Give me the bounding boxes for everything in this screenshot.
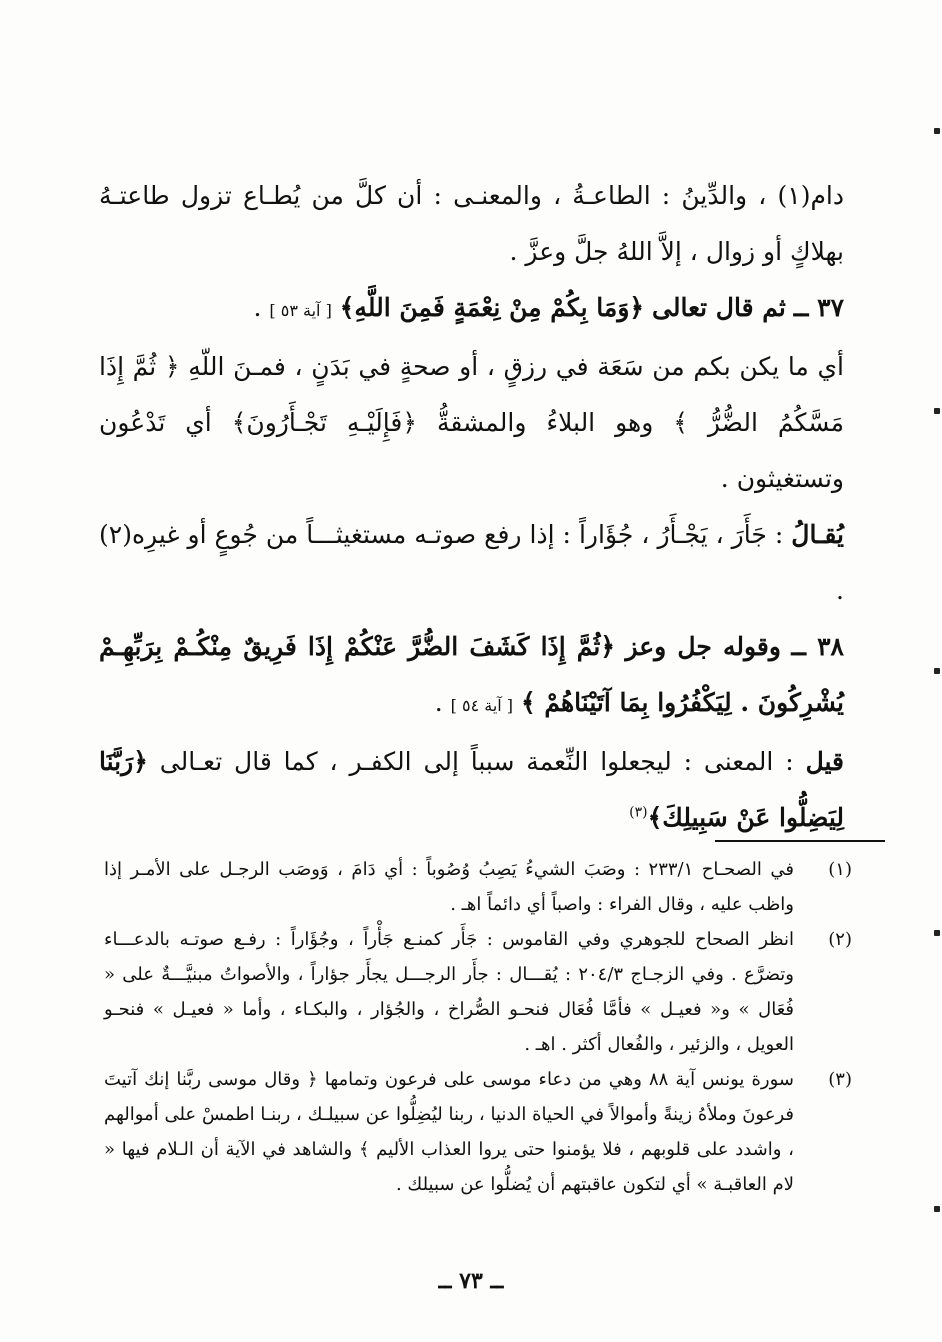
item-number: ٣٧ ــ (793, 293, 844, 322)
paragraph-continuation: دام(١) ، والدِّينُ : الطاعـةُ ، والمعنـى : أن كلَّ من يُطـاع تزول طاعتـهُ بهلاكٍ أو زوال ، إلاَّ اللهُ جلَّ وعزَّ . (99, 181, 844, 266)
scan-edge-mark (934, 128, 940, 134)
footnote-2 (104, 922, 852, 1062)
footnote-3 (104, 1062, 852, 1202)
commentary-38 (99, 734, 844, 846)
footnote-marker: (٣) (629, 804, 648, 821)
main-text (99, 168, 844, 846)
scan-edge-mark (934, 408, 940, 414)
verse-reference: [ آية ٥٣ ] (269, 301, 332, 320)
commentary-lead: قيل (805, 747, 844, 776)
scan-edge-mark (934, 930, 940, 936)
item-lead: ثم قال تعالى (652, 293, 786, 322)
footnote-number: (٣) (828, 1069, 852, 1090)
item-end: . (434, 688, 443, 717)
commentary-37b (99, 507, 844, 619)
quran-quote: ﴿ثُمَّ إِذَا كَشَفَ الضُّرَّ عَنْكُمْ إِذَا فَرِيقٌ مِنْكُـمْ بِرَبِّهِـمْ يُشْرِكُونَ . لِيَكْفُرُوا بِمَا آتَيْنَاهُمْ ﴾ (99, 632, 844, 717)
quran-quote: ﴿رَبَّنَا لِيَضِلُّوا عَنْ سَبِيلِكَ﴾ (99, 747, 844, 832)
commentary-37a: أي ما يكن بكم من سَعَة في رزقٍ ، أو صحةٍ في بَدَنٍ ، فمـنَ اللّهِ ﴿ ثُمَّ إِذَا مَسَّكُمُ الضُّرُّ ﴾ وهو البلاءُ والمشقةُّ ﴿فَإِلَيْـهِ تَجْـأَرُونَ﴾ أي تَدْعُون وتستغيثون . (99, 352, 844, 493)
item-end: . (253, 293, 262, 322)
commentary-text: : المعنى : ليجعلوا النِّعمة سبباً إلى الكفـر ، كما قال تعـالى (159, 747, 806, 776)
item-lead: وقوله جل وعز (625, 632, 781, 661)
scan-edge-mark (934, 1206, 940, 1212)
footnote-1 (104, 852, 852, 922)
quran-quote: ﴿وَمَا بِكُمْ مِنْ نِعْمَةٍ فَمِنَ اللَّهِ﴾ (339, 293, 645, 322)
item-number: ٣٨ ــ (791, 632, 844, 661)
scan-edge-mark (934, 668, 940, 674)
footnote-number: (٢) (828, 929, 852, 950)
verse-reference: [ آية ٥٤ ] (450, 696, 514, 715)
commentary-text: : جَأَرَ ، يَجْـأَرُ ، جُؤَاراً : إذا رفع صوتـه مستغيثـــاً من جُوعٍ أو غيرِه(٢) . (99, 520, 844, 605)
commentary-lead: يُقـالُ (791, 520, 844, 549)
page-number: ــ ٧٣ ــ (438, 1268, 504, 1294)
footnote-number: (١) (828, 859, 852, 880)
footnote-text: سورة يونس آية ٨٨ وهي من دعاء موسى على فرعون وتمامها ﴿ وقال موسى ربَّنا إنك آتيتَ فرعونَ وملأهُ زينةً وأموالاً في الحياة الدنيا ، ربنا ليُضِلُّوا عن سبيلـك ، ربنـا اطمسْ على أموالهم ، واشدد على قلوبهم ، فلا يؤمنوا حتى يروا العذاب الأليم ﴾ والشاهد في الآية أن الـلام فيها « لام العاقبـة » أي لتكون عاقبتهم أن يُضلُّوا عن سبيلك . (104, 1069, 794, 1195)
footnote-divider (715, 840, 885, 842)
item-38 (99, 619, 844, 734)
footnotes (104, 852, 852, 1202)
item-37 (99, 280, 844, 339)
footnote-text: في الصحـاح ٢٣٣/١ : وصَبَ الشيءُ يَصِبُ وُصُوباً : أي دَامَ ، وَوصَب الرجـل على الأمـر إذا واظب عليه ، وقال الفراء : واصباً أي دائماً اهـ . (104, 859, 794, 915)
footnote-text: انظر الصحاح للجوهري وفي القاموس : جَأَر كمنـع جَأْراً ، وجُؤَاراً : رفـع صوتـه بالدعـــاء وتضرَّع . وفي الزجـاج ٢٠٤/٣ : يُقـــال : جأَر الرجـــل يجأَر جؤاراً ، والأصواتُ مبنيَّـــةٌ على « فُعَال » و« فعيـل » فأمَّا فُعَال فنحـو الصُّراخ ، والجُؤار ، والبكـاء ، وأما « فعيـل » فنحـو العويل ، والزئير ، والفُعال أكثر . اهـ . (104, 929, 794, 1055)
